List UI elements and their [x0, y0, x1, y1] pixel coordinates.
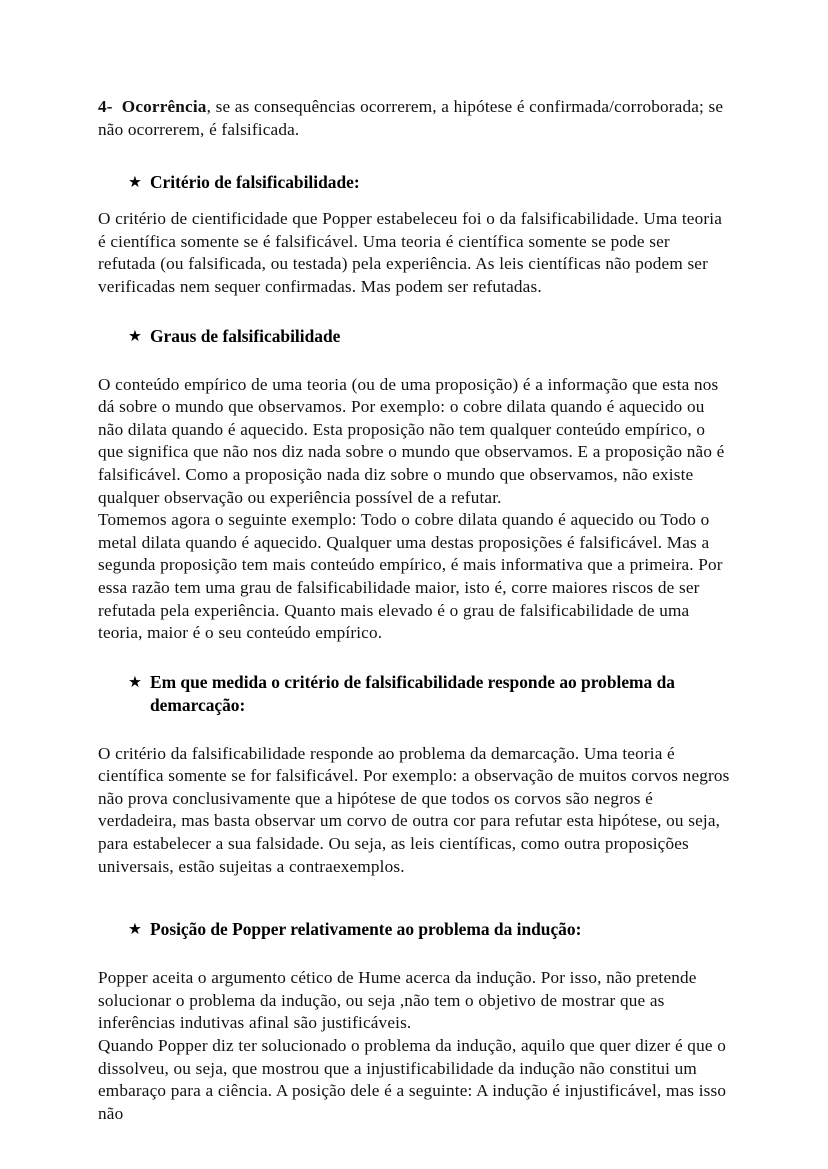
- paragraph-inducao-2: Quando Popper diz ter solucionado o problema da indução, aquilo que quer dizer é que o dissolveu, ou seja, que mostrou que a injustificabilidade da indução não constitui um embaraço para a ciência. A posição dele é a seguinte: A indução é injustificável, mas isso não: [98, 1036, 727, 1123]
- heading-graus-falsificabilidade-label: Graus de falsificabilidade: [150, 325, 341, 346]
- spacer: [98, 141, 732, 171]
- paragraph-demarcacao: O critério da falsificabilidade responde ao problema da demarcação. Uma teoria é científica somente se for falsificável. Por exemplo: a observação de muitos corvos negros não prova conclusivamente que a hipótese de que todos os corvos são negros é verdadeira, mas basta observar um corvo de outra cor para refutar esta hipótese, ou seja, para estabelecer a sua falsidade. Ou seja, as leis científicas, como outra proposições universais, estão sujeitas a contraexemplos.: [98, 743, 730, 876]
- heading-posicao-popper-inducao-label: Posição de Popper relativamente ao problema da indução:: [150, 919, 582, 940]
- heading-criterio-falsificabilidade: [98, 171, 732, 194]
- spacer: [98, 194, 732, 208]
- heading-graus-falsificabilidade: [98, 325, 732, 348]
- heading-criterio-falsificabilidade-label: Critério de falsificabilidade:: [150, 172, 360, 193]
- heading-posicao-popper-inducao: [98, 918, 732, 941]
- paragraph-criterio-falsificabilidade: O critério de cientificidade que Popper estabeleceu foi o da falsificabilidade. Uma teoria é científica somente se é falsificável. Uma teoria é científica somente se pode ser refutada (ou falsificada, ou testada) pela experiência. As leis científicas não podem ser verificadas nem sequer confirmadas. Mas podem ser refutadas.: [98, 209, 723, 296]
- paragraph-inducao-1: Popper aceita o argumento cético de Hume acerca da indução. Por isso, não pretende solucionar o problema da indução, ou seja ,não tem o objetivo de mostrar que as inferências indutivas afinal são justificáveis.: [98, 968, 697, 1033]
- paragraph-graus-1: O conteúdo empírico de uma teoria (ou de uma proposição) é a informação que esta nos dá sobre o mundo que observamos. Por exemplo: o cobre dilata quando é aquecido ou não dilata quando é aquecido. Esta proposição não tem qualquer conteúdo empírico, o que significa que não nos diz nada sobre o mundo que observamos. E a proposição não é falsificável. Como a proposição nada diz sobre o mundo que observamos, não existe qualquer observação ou experiência possível de a refutar.: [98, 374, 725, 507]
- star-bullet-icon: ★: [128, 327, 142, 345]
- spacer: [98, 645, 732, 671]
- numbered-item-4-term: Ocorrência: [121, 97, 207, 116]
- document-body: [98, 96, 732, 1125]
- heading-demarcacao-label: Em que medida o critério de falsificabilidade responde ao problema da demarcação:: [150, 671, 675, 715]
- spacer: [98, 878, 732, 918]
- spacer: [98, 348, 732, 374]
- numbered-item-4: [98, 96, 732, 141]
- spacer: [98, 941, 732, 967]
- numbered-item-4-number: 4-: [98, 97, 113, 116]
- paragraph-graus-2: Tomemos agora o seguinte exemplo: Todo o cobre dilata quando é aquecido ou Todo o metal dilata quando é aquecido. Qualquer uma destas proposições é falsificável. Mas a segunda proposição tem mais conteúdo empírico, é mais informativa que a primeira. Por essa razão tem uma grau de falsificabilidade maior, isto é, corre maiores riscos de ser refutada pela experiência. Quanto mais elevado é o grau de falsificabilidade de uma teoria, maior é o seu conteúdo empírico.: [98, 510, 723, 643]
- numbered-item-4-text: , se as consequências ocorrerem, a hipótese é confirmada/corroborada; se não ocorrerem, é falsificada.: [98, 97, 724, 139]
- spacer: [98, 299, 732, 325]
- star-bullet-icon: ★: [128, 921, 142, 939]
- star-bullet-icon: ★: [128, 673, 142, 691]
- heading-demarcacao: [98, 671, 732, 717]
- star-bullet-icon: ★: [128, 174, 142, 192]
- spacer: [98, 717, 732, 743]
